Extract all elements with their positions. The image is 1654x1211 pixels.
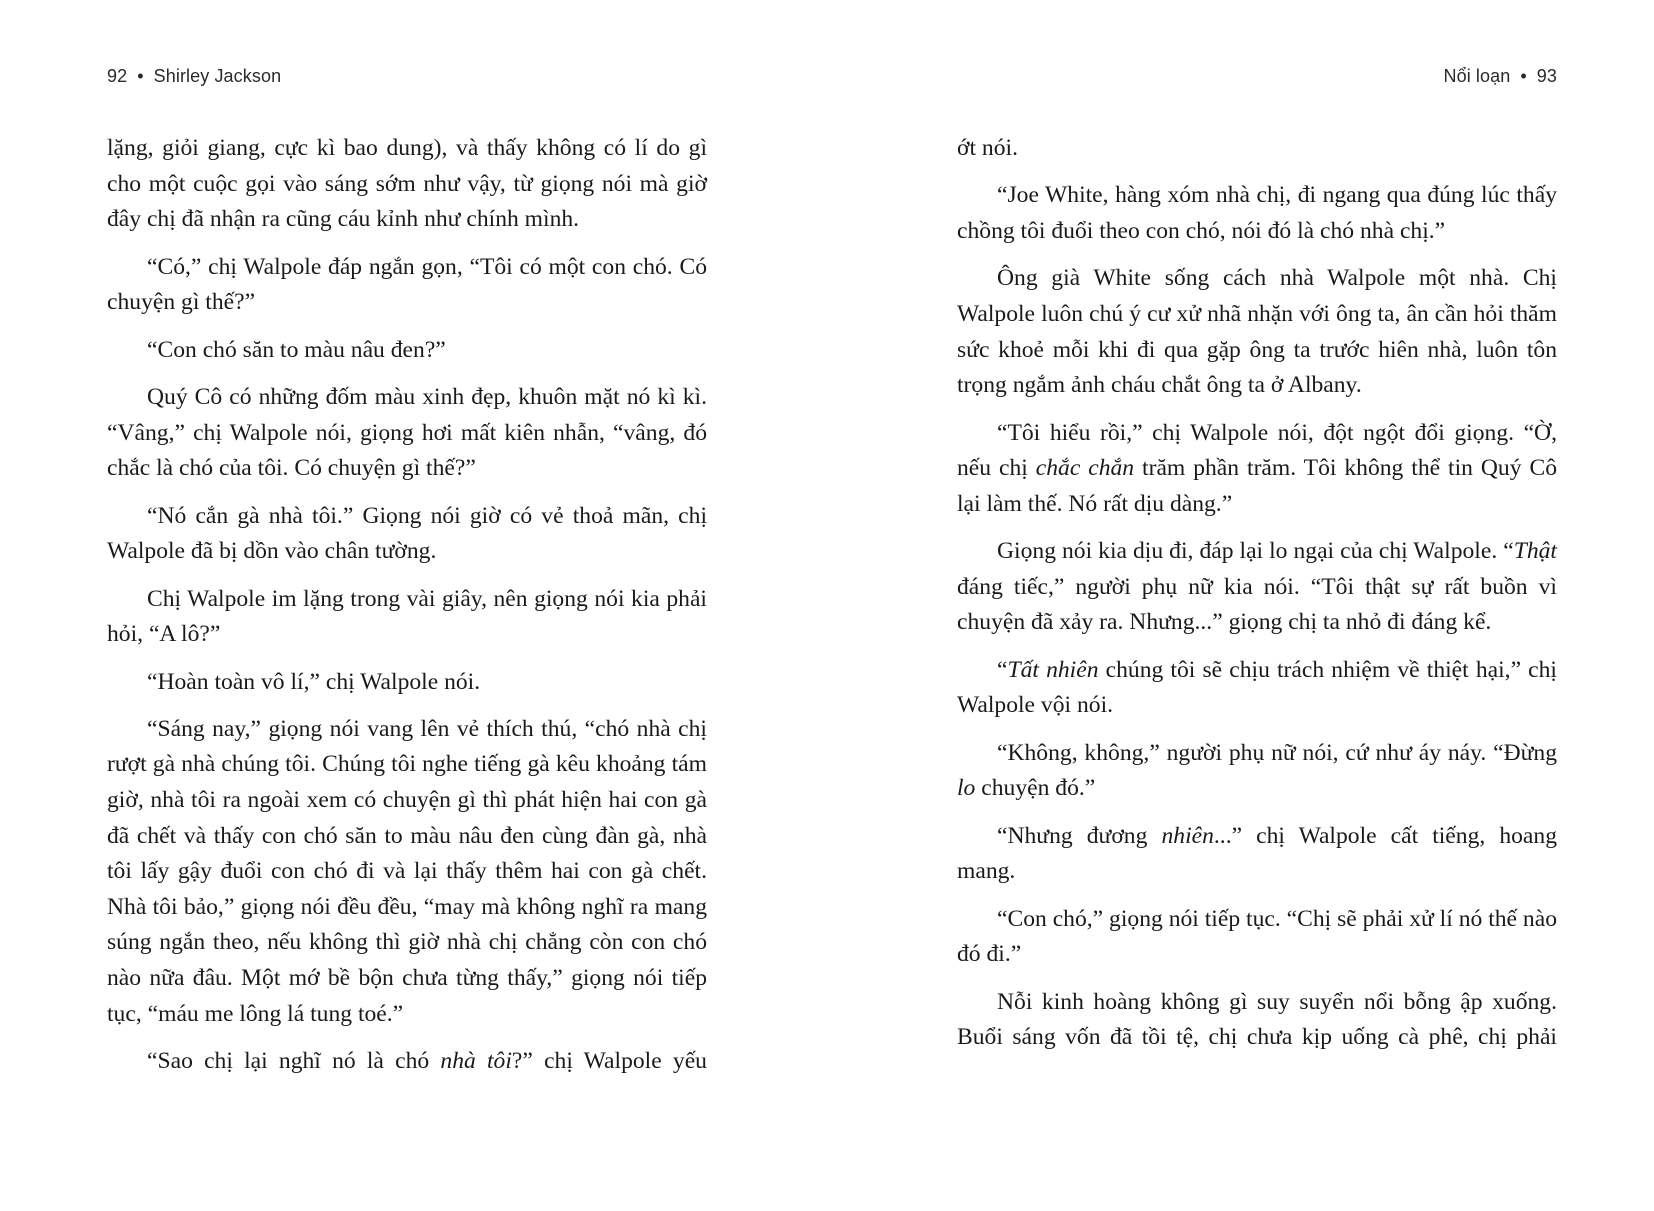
paragraph	[107, 380, 707, 487]
text-run: “Nhưng đương	[997, 822, 1162, 849]
paragraph	[107, 1044, 707, 1080]
italic-text: nhà tôi	[440, 1048, 512, 1075]
paragraph	[957, 534, 1557, 641]
text-run: chuyện đó.”	[975, 775, 1096, 802]
paragraph	[957, 178, 1557, 249]
text-run: “Có,” chị Walpole đáp ngắn gọn, “Tôi có một con chó. Có chuyện gì thế?”	[107, 253, 707, 316]
text-run: Quý Cô có những đốm màu xinh đẹp, khuôn mặt nó kì kì. “Vâng,” chị Walpole nói, giọng hơi mất kiên nhẫn, “vâng, đó chắc là chó của tôi. Có chuyện gì thế?”	[107, 383, 707, 482]
text-run: chúng tôi sẽ chịu trách nhiệm về thiệt hại,” chị Walpole vội nói.	[957, 656, 1557, 719]
paragraph	[107, 250, 707, 321]
header-separator: •	[137, 66, 144, 86]
text-run: trăm phần trăm. Tôi không thể tin Quý Cô lại làm thế. Nó rất dịu dàng.”	[957, 455, 1557, 517]
italic-text: Thật	[1513, 538, 1557, 565]
italic-text: Tất nhiên	[1007, 656, 1099, 683]
text-run: ...” chị Walpole cất tiếng, hoang mang.	[957, 822, 1557, 885]
page-number: 93	[1536, 66, 1557, 86]
italic-text: lo	[957, 775, 976, 802]
header-separator: •	[1520, 66, 1527, 86]
left-running-head	[107, 66, 281, 87]
paragraph	[957, 736, 1557, 807]
text-run: Nỗi kinh hoàng không gì suy suyển nổi bỗng ập xuống. Buổi sáng vốn đã tồi tệ, chị chưa kịp uống cà phê, chị phải	[957, 988, 1557, 1051]
paragraph	[957, 819, 1557, 890]
text-run: “Hoàn toàn vô lí,” chị Walpole nói.	[147, 668, 481, 695]
paragraph	[107, 665, 707, 701]
text-run: “Nó cắn gà nhà tôi.” Giọng nói giờ có vẻ thoả mãn, chị Walpole đã bị dồn vào chân tường.	[107, 502, 707, 565]
text-run: ?” chị Walpole yếu	[511, 1048, 707, 1075]
paragraph	[957, 416, 1557, 523]
paragraph	[957, 985, 1557, 1056]
text-run: “Sao chị lại nghĩ nó là chó	[147, 1048, 441, 1075]
paragraph	[107, 712, 707, 1032]
italic-text: nhiên	[1161, 822, 1214, 849]
paragraph	[957, 261, 1557, 403]
text-run: “Con chó săn to màu nâu đen?”	[147, 336, 446, 363]
page-number: 92	[107, 66, 128, 86]
paragraph	[107, 333, 707, 369]
text-run: “Tôi hiểu rồi,” chị Walpole nói, đột ngột đổi giọng. “Ờ, nếu chị	[957, 419, 1557, 482]
paragraph	[957, 131, 1557, 167]
text-run: lặng, giỏi giang, cực kì bao dung), và thấy không có lí do gì cho một cuộc gọi vào sáng sớm như vậy, từ giọng nói mà giờ đây chị đã nhận ra cũng cáu kỉnh như chính mình.	[107, 135, 707, 233]
paragraph	[957, 653, 1557, 724]
right-running-head	[1444, 66, 1557, 87]
text-run: Ông già White sống cách nhà Walpole một nhà. Chị Walpole luôn chú ý cư xử nhã nhặn với ông ta, ân cần hỏi thăm sức khoẻ mỗi khi đi qua gặp ông ta trước hiên nhà, luôn tôn trọng ngắm ảnh cháu chắt ông ta ở Albany.	[957, 265, 1557, 399]
right-body-text	[957, 131, 1557, 1068]
text-run: Giọng nói kia dịu đi, đáp lại lo ngại của chị Walpole. “	[997, 538, 1514, 565]
text-run: Chị Walpole im lặng trong vài giây, nên giọng nói kia phải hỏi, “A lô?”	[107, 585, 707, 648]
text-run: “	[997, 656, 1008, 683]
text-run: đáng tiếc,” người phụ nữ kia nói. “Tôi thật sự rất buồn vì chuyện đã xảy ra. Nhưng...” giọng chị ta nhỏ đi đáng kể.	[957, 573, 1557, 636]
left-body-text	[107, 131, 707, 1091]
paragraph	[107, 131, 707, 238]
paragraph	[107, 582, 707, 653]
paragraph	[107, 499, 707, 570]
italic-text: chắc chắn	[1035, 455, 1135, 482]
author-name: Shirley Jackson	[153, 66, 282, 86]
text-run: “Joe White, hàng xóm nhà chị, đi ngang qua đúng lúc thấy chồng tôi đuổi theo con chó, nói đó là chó nhà chị.”	[957, 182, 1557, 244]
text-run: “Con chó,” giọng nói tiếp tục. “Chị sẽ phải xử lí nó thế nào đó đi.”	[957, 905, 1557, 968]
chapter-title: Nổi loạn	[1443, 66, 1511, 86]
text-run: “Không, không,” người phụ nữ nói, cứ như áy náy. “Đừng	[997, 739, 1557, 766]
paragraph	[957, 902, 1557, 973]
text-run: ớt nói.	[957, 135, 1018, 161]
text-run: “Sáng nay,” giọng nói vang lên vẻ thích thú, “chó nhà chị rượt gà nhà chúng tôi. Chúng tôi nghe tiếng gà kêu khoảng tám giờ, nhà tôi ra ngoài xem có chuyện gì thì phát hiện hai con gà đã chết và thấy con chó săn to màu nâu đen cùng đàn gà, nhà tôi lấy gậy đuổi con chó đi và lại thấy thêm hai con gà chết. Nhà tôi bảo,” giọng nói đều đều, “may mà không nghĩ ra mang súng ngắn theo, nếu không thì giờ nhà chị chẳng còn con chó nào nữa đâu. Một mớ bề bộn chưa từng thấy,” giọng nói tiếp tục, “máu me lông lá tung toé.”	[107, 715, 707, 1027]
